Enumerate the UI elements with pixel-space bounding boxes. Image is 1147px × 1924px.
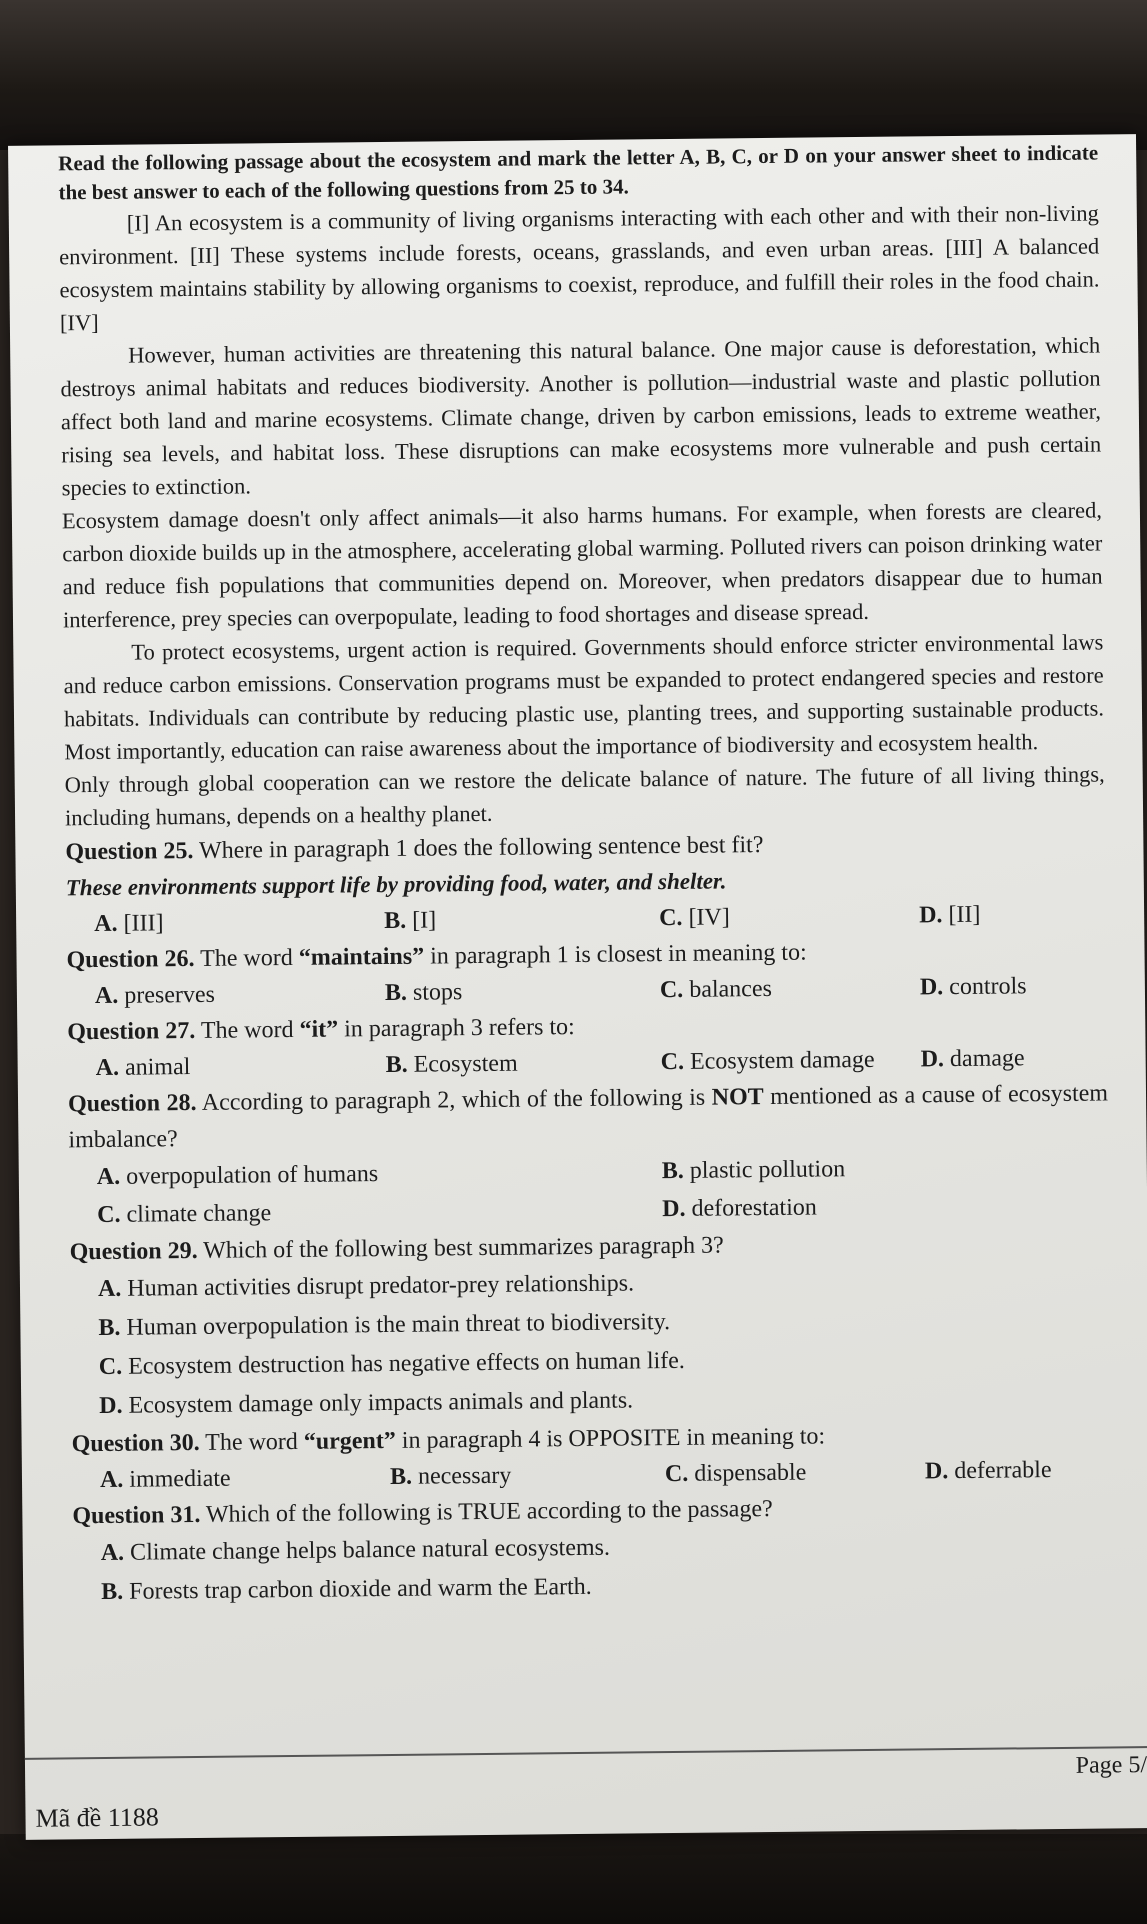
option-d[interactable] [919,895,1119,933]
option-b[interactable] [385,972,660,1011]
question-text: in paragraph 4 is OPPOSITE in meaning to: [395,1423,826,1454]
question-text: Where in paragraph 1 does the following sentence best fit? [193,832,764,865]
option-letter: D. [920,1046,945,1073]
option-letter: D. [662,1195,686,1223]
footer-divider [25,1746,1147,1760]
option-letter: C. [659,976,684,1004]
desk-background-top [0,0,1147,150]
option-b[interactable] [385,1044,660,1083]
question-25-sentence: These environments support life by providing food, water, and shelter. [65,868,727,901]
question-29-options [70,1259,1112,1426]
option-letter: D. [99,1392,123,1420]
option-c[interactable] [665,1453,925,1492]
option-letter: C. [97,1201,121,1229]
option-letter: B. [385,1051,408,1079]
option-text: Ecosystem damage [683,1046,875,1075]
option-b[interactable] [384,900,659,939]
option-c[interactable] [97,1190,662,1234]
question-text: Which of the following best summarizes paragraph 3? [197,1232,724,1264]
option-b[interactable] [662,1148,1092,1191]
paragraph-4 [63,625,1104,768]
option-b[interactable] [390,1456,665,1495]
option-letter: D. [919,902,943,929]
option-letter: B. [661,1157,684,1185]
question-text: Which of the following is TRUE according to the passage? [200,1495,773,1528]
paragraph-1-text: [I] An ecosystem is a community of living organisms interacting with each other and with their non-living environment. [II] These systems include forests, oceans, grasslands, and even urban areas. [III] A balanced ecosystem maintains stability by allowing organisms to coexist, reproduce, and fulfill their roles in the food chain. [IV] [59,200,1100,336]
question-text: According to paragraph 2, which of the following is [196,1084,712,1116]
instructions: Read the following passage about the ecosystem and mark the letter A, B, C, or D on your answer sheet to indicate the best answer to each of the following questions from 25 to 34. [58,140,1099,205]
paragraph-3-text: Ecosystem damage doesn't only affect animals—it also harms humans. For example, when forests are cleared, carbon dioxide builds up in the atmosphere, accelerating global warming. Polluted rivers can poison drinking water and reduce fish populations that communities depend on. Moreover, when predators disappear due to human interference, prey species can overpopulate, leading to food shortages and disease spread. [61,497,1103,633]
option-letter: C. [660,1048,685,1076]
question-label: Question 25. [65,838,194,866]
paragraph-2 [60,328,1102,504]
exam-sheet [8,134,1147,1840]
option-letter: A. [100,1539,125,1567]
paragraph-4-text: To protect ecosystems, urgent action is required. Governments should enforce stricter environmental laws and reduce carbon emissions. Conservation programs must be expanded to protect endangered species and restore habitats. Individuals can contribute by reducing plastic use, planting trees, and supporting sustainable products. Most importantly, education can raise awareness about the importance of biodiversity and ecosystem health. [63,629,1105,765]
option-a[interactable] [95,975,385,1014]
question-keyword: NOT [711,1084,764,1111]
option-text: dispensable [688,1459,807,1487]
option-a[interactable] [94,903,384,942]
option-text: Ecosystem destruction has negative effects on human life. [122,1347,686,1380]
option-text: immediate [123,1465,231,1493]
question-label: Question 27. [67,1017,196,1046]
paragraph-1 [59,196,1100,339]
option-text: stops [406,979,463,1006]
option-text: damage [943,1045,1025,1073]
option-text: Climate change helps balance natural ecosystems. [123,1534,611,1566]
question-text: in paragraph 1 is closest in meaning to: [423,939,807,970]
option-text: balances [683,975,773,1003]
paragraph-2-text: However, human activities are threatening this natural balance. One major cause is deforestation, which destroys animal habitats and reduces biodiversity. Another is pollution—industrial waste and plastic pollution affect both land and marine ecosystems. Climate change, driven by carbon emissions, leads to extreme weather, rising sea levels, and habitat loss. These disruptions can make ecosystems more vulnerable and push certain species to extinction. [60,332,1102,501]
option-letter: C. [659,904,683,932]
option-c[interactable] [660,1041,920,1080]
option-a[interactable] [96,1047,386,1086]
option-letter: B. [98,1314,121,1342]
question-label: Question 30. [71,1429,200,1458]
option-text: preserves [118,981,216,1009]
option-letter: A. [96,1163,121,1191]
option-letter: D. [919,974,944,1001]
option-text: [III] [117,910,164,937]
exam-code: Mã đề 1188 [35,1802,159,1833]
option-text: Ecosystem damage only impacts animals and plants. [122,1387,634,1419]
question-28-options [69,1147,1110,1234]
option-c[interactable] [659,897,919,936]
option-letter: B. [101,1578,124,1606]
option-text: overpopulation of humans [120,1161,379,1190]
option-letter: B. [384,907,407,935]
option-letter: A. [94,910,118,938]
option-text: Forests trap carbon dioxide and warm the Earth. [123,1573,592,1605]
option-text: [I] [406,907,437,934]
option-text: animal [118,1054,191,1081]
question-keyword: “urgent” [303,1427,396,1455]
question-28 [68,1075,1109,1158]
option-text: plastic pollution [683,1156,846,1184]
option-text: deferrable [948,1457,1052,1485]
question-label: Question 26. [66,945,195,974]
question-text: in paragraph 3 refers to: [338,1014,575,1043]
option-text: [IV] [682,904,730,931]
option-letter: B. [384,979,408,1007]
option-d[interactable] [920,967,1120,1005]
option-letter: C. [664,1460,689,1488]
option-text: climate change [120,1200,272,1228]
option-letter: A. [99,1466,124,1494]
option-a[interactable] [97,1152,662,1196]
option-letter: D. [924,1458,949,1485]
option-letter: A. [94,982,119,1010]
option-text: Human overpopulation is the main threat to biodiversity. [120,1309,671,1341]
question-31-options [73,1523,1114,1612]
option-text: Human activities disrupt predator-prey relationships. [121,1270,635,1302]
question-label: Question 31. [72,1501,201,1530]
page-number: Page 5/ [1075,1752,1147,1779]
option-d[interactable] [920,1039,1120,1077]
option-text: controls [943,973,1027,1001]
question-text: mentioned as a cause of ecosystem imbalance? [68,1080,1109,1154]
question-keyword: “maintains” [298,943,425,971]
question-label: Question 28. [67,1089,197,1118]
question-text: The word [194,944,299,972]
desk-background-bottom [0,1834,1147,1924]
exam-content [58,138,1113,1612]
option-text: necessary [411,1462,512,1490]
option-a[interactable] [100,1459,390,1498]
option-letter: B. [389,1463,413,1490]
option-letter: A. [95,1054,120,1082]
question-keyword: “it” [299,1016,339,1043]
paragraph-3 [62,493,1103,636]
paragraph-5 [65,757,1106,834]
option-letter: C. [98,1353,123,1381]
option-d[interactable] [925,1451,1125,1489]
option-d[interactable] [662,1186,1092,1229]
paragraph-5-text: Only through global cooperation can we restore the delicate balance of nature. The future of all living things, including humans, depends on a healthy planet. [64,761,1105,831]
option-text: deforestation [685,1194,817,1222]
question-text: The word [195,1016,300,1044]
option-letter: A. [97,1275,122,1303]
option-c[interactable] [660,969,920,1008]
option-text: [II] [942,901,981,929]
option-text: Ecosystem [407,1050,518,1078]
question-label: Question 29. [69,1237,198,1266]
question-text: The word [199,1428,304,1456]
